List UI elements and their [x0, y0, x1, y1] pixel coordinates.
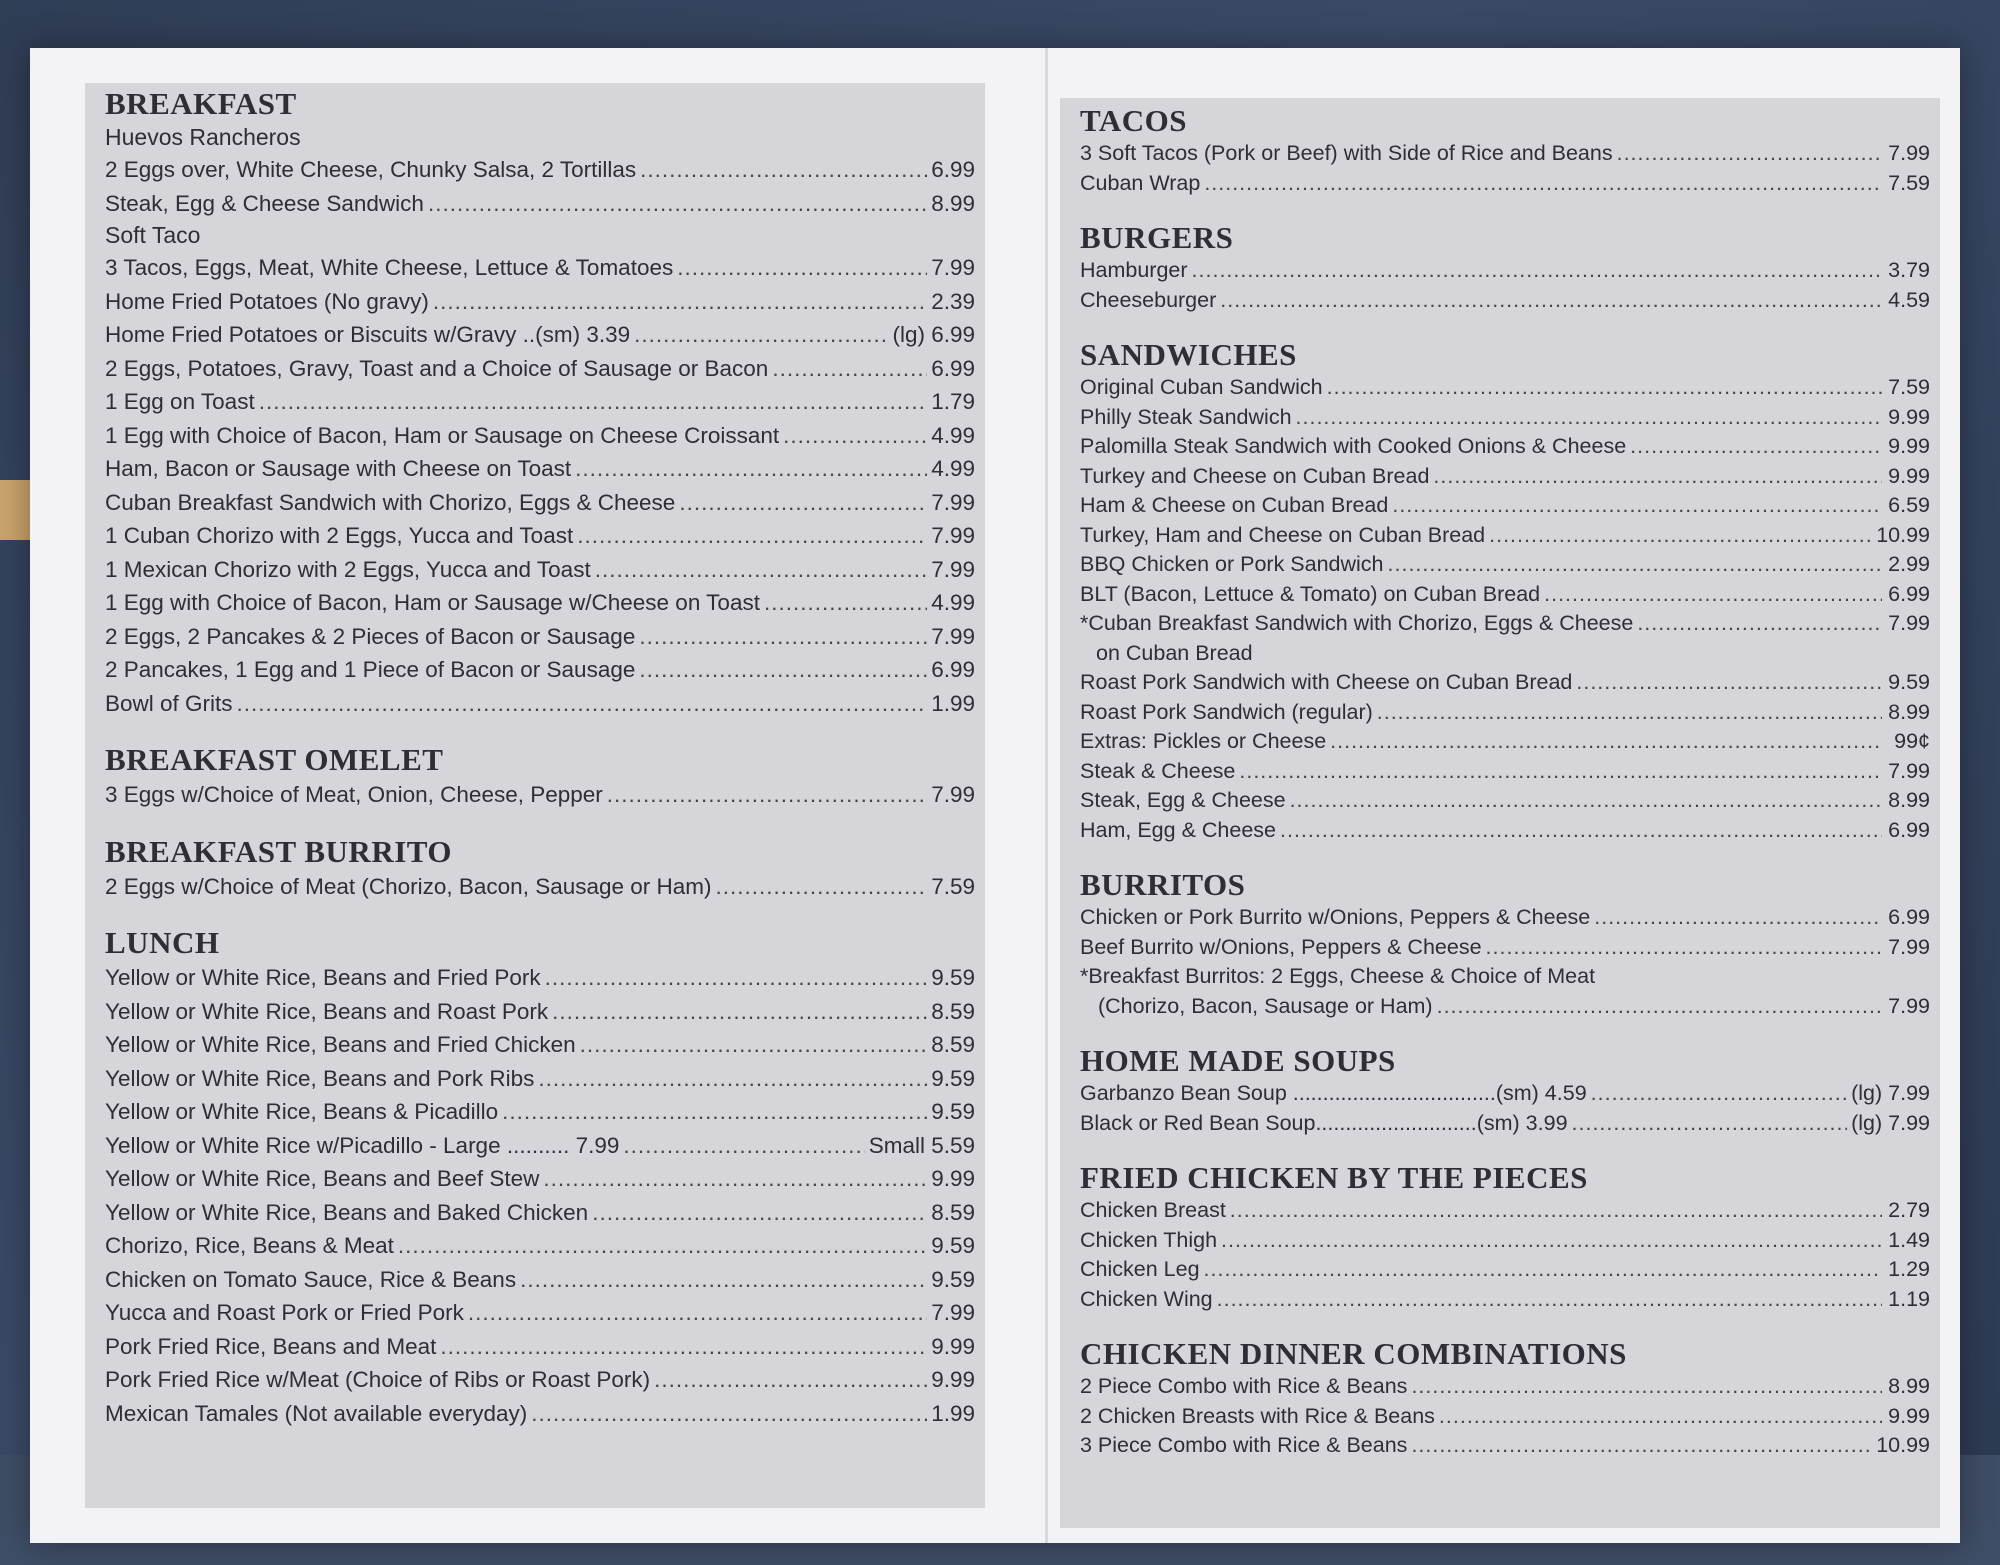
menu-item-name: Chicken Wing [1080, 1286, 1213, 1311]
menu-item [105, 1062, 975, 1096]
dot-leader [538, 1062, 927, 1096]
dot-leader [677, 251, 927, 285]
menu-item-price: 9.99 [931, 1166, 975, 1191]
menu-item-price: 8.99 [1888, 788, 1930, 812]
menu-item-name: Chicken or Pork Burrito w/Onions, Peppers & Cheese [1080, 905, 1591, 929]
menu-item-name: Pork Fried Rice w/Meat (Choice of Ribs or Roast Pork) [105, 1367, 651, 1392]
menu-item-price: 6.99 [931, 157, 975, 182]
menu-item [105, 1263, 975, 1297]
menu-item-price: 8.59 [931, 1199, 975, 1225]
menu-item-price: 7.99 [931, 255, 975, 280]
dot-leader [1230, 1196, 1882, 1226]
menu-item-name: 2 Eggs, 2 Pancakes & 2 Pieces of Bacon or Sausage [105, 623, 636, 649]
menu-item-price: 2.39 [931, 288, 975, 314]
dot-leader [1411, 1431, 1872, 1461]
menu-item-price: 6.99 [931, 657, 975, 682]
menu-item-price: 9.59 [931, 965, 975, 990]
menu-item-price: (lg) 7.99 [1851, 1110, 1930, 1135]
section-heading: HOME MADE SOUPS [1080, 1043, 1396, 1078]
menu-item-price: 4.99 [931, 590, 975, 615]
menu-item [105, 1095, 975, 1129]
menu-item-name: Cheeseburger [1080, 287, 1217, 312]
menu-item-name: Black or Red Bean Soup...........................(sm) 3.99 [1080, 1110, 1568, 1135]
menu-item-price: 7.59 [931, 873, 975, 899]
menu-item-name: Home Fried Potatoes (No gravy) [105, 288, 429, 314]
dot-leader [1330, 727, 1882, 757]
dot-leader [1377, 698, 1882, 728]
menu-item-price: 9.99 [1888, 1403, 1930, 1428]
menu-item [1080, 139, 1930, 169]
dot-leader [640, 153, 927, 187]
menu-item [1080, 786, 1930, 816]
menu-item-price: 7.99 [931, 782, 975, 807]
dot-leader [1239, 757, 1882, 787]
dot-leader [1544, 580, 1882, 610]
menu-item [1080, 1226, 1930, 1256]
menu-item [1080, 727, 1930, 757]
dot-leader [1388, 550, 1882, 580]
dot-leader [772, 352, 927, 386]
menu-item [105, 995, 975, 1029]
section-chicken-dinner-combinations [1080, 1336, 1930, 1461]
section-sandwiches [1080, 337, 1930, 845]
menu-item [105, 1196, 975, 1230]
menu-item [105, 687, 975, 721]
menu-item-name: Pork Fried Rice, Beans and Meat [105, 1333, 437, 1359]
dot-leader [545, 961, 927, 995]
menu-item [105, 1229, 975, 1263]
menu-item [105, 553, 975, 587]
menu-item-name: 1 Cuban Chorizo with 2 Eggs, Yucca and Toast [105, 523, 574, 548]
menu-item-name: Turkey and Cheese on Cuban Bread [1080, 463, 1430, 488]
menu-item-name: Ham, Egg & Cheese [1080, 817, 1276, 842]
menu-item-price: 9.99 [931, 1367, 975, 1392]
menu-item-price: 9.99 [931, 1333, 975, 1359]
menu-item [105, 1397, 975, 1431]
menu-item [105, 1162, 975, 1196]
dot-leader [468, 1296, 927, 1330]
section-home-made-soups [1080, 1043, 1930, 1138]
menu-item-name: Chicken Thigh [1080, 1227, 1218, 1252]
menu-item-price: 6.99 [1888, 905, 1930, 929]
menu-item [105, 1129, 975, 1163]
dot-leader [639, 620, 927, 654]
menu-item [105, 419, 975, 453]
menu-item-price: 1.99 [931, 1400, 975, 1426]
menu-item [105, 187, 975, 221]
menu-item-price: 9.59 [931, 1065, 975, 1091]
menu-item-name: Turkey, Ham and Cheese on Cuban Bread [1080, 522, 1486, 547]
left-menu-column [105, 86, 975, 1452]
menu-item-name: Yellow or White Rice, Beans and Beef Stew [105, 1166, 540, 1191]
menu-item [105, 961, 975, 995]
menu-item-name: BBQ Chicken or Pork Sandwich [1080, 552, 1384, 576]
menu-item-price: 9.99 [1888, 463, 1930, 488]
menu-item-price: 7.99 [1888, 611, 1930, 635]
menu-item-price: 7.99 [1888, 993, 1930, 1018]
menu-item [1080, 1196, 1930, 1226]
menu-item-name: Roast Pork Sandwich with Cheese on Cuban Bread [1080, 670, 1573, 694]
menu-item [1080, 1079, 1930, 1109]
menu-item-price: 99¢ [1894, 729, 1930, 753]
dot-leader [1221, 1226, 1882, 1256]
menu-item-name: (Chorizo, Bacon, Sausage or Ham) [1098, 993, 1433, 1018]
menu-item-price: 10.99 [1876, 522, 1930, 547]
menu-item [1080, 521, 1930, 551]
menu-item-name: BLT (Bacon, Lettuce & Tomato) on Cuban Bread [1080, 581, 1541, 606]
dot-leader [654, 1363, 927, 1397]
dot-leader [1486, 933, 1882, 963]
menu-item-price: 9.99 [1888, 404, 1930, 429]
menu-fold [1045, 48, 1048, 1543]
menu-item [1080, 491, 1930, 521]
dot-leader [580, 1028, 927, 1062]
menu-item [1080, 698, 1930, 728]
menu-item-name: Original Cuban Sandwich [1080, 375, 1323, 399]
menu-item-name: Yellow or White Rice, Beans and Fried Pork [105, 965, 541, 990]
dot-leader [1637, 609, 1882, 639]
menu-item-price: 7.99 [1888, 141, 1930, 165]
menu-item [1080, 432, 1930, 462]
menu-item-price: 7.59 [1888, 375, 1930, 399]
menu-item [105, 1296, 975, 1330]
menu-item-price: Small 5.59 [868, 1132, 975, 1158]
menu-item-name: Yellow or White Rice, Beans & Picadillo [105, 1099, 499, 1124]
menu-item-price: 7.99 [931, 523, 975, 548]
menu-item [105, 352, 975, 386]
menu-item-name: Yellow or White Rice, Beans and Roast Pork [105, 998, 549, 1024]
section-heading: SANDWICHES [1080, 337, 1297, 372]
menu-item-name: Chicken on Tomato Sauce, Rice & Beans [105, 1266, 517, 1292]
dot-leader [1217, 1285, 1882, 1315]
menu-item [105, 318, 975, 352]
menu-item-price: 9.59 [931, 1266, 975, 1292]
dot-leader [595, 553, 927, 587]
right-menu-column [1080, 103, 1930, 1483]
menu-item-name: 1 Mexican Chorizo with 2 Eggs, Yucca and Toast [105, 556, 591, 582]
section-burritos [1080, 867, 1930, 1021]
menu-item-name: 2 Piece Combo with Rice & Beans [1080, 1374, 1408, 1398]
section-heading: BURGERS [1080, 220, 1234, 255]
dot-leader [764, 586, 927, 620]
menu-item-name: Yellow or White Rice, Beans and Pork Ribs [105, 1065, 535, 1091]
dot-leader [1489, 521, 1872, 551]
menu-item-name: *Cuban Breakfast Sandwich with Chorizo, Eggs & Cheese [1080, 611, 1634, 635]
menu-item [1080, 256, 1930, 286]
dot-leader [1327, 373, 1882, 403]
menu-item [1080, 816, 1930, 846]
menu-item [1080, 462, 1930, 492]
dot-leader [428, 187, 927, 221]
menu-item-name: Roast Pork Sandwich (regular) [1080, 699, 1373, 724]
menu-item-name: 3 Eggs w/Choice of Meat, Onion, Cheese, Pepper [105, 782, 603, 807]
menu-item-name: Ham, Bacon or Sausage with Cheese on Toast [105, 456, 572, 481]
menu-item-name: 2 Eggs over, White Cheese, Chunky Salsa, 2 Tortillas [105, 157, 637, 182]
section-tacos [1080, 103, 1930, 198]
menu-item-price: 1.49 [1888, 1227, 1930, 1252]
section-heading: BREAKFAST BURRITO [105, 833, 453, 869]
menu-item-price: 4.59 [1888, 287, 1930, 312]
menu-item-price: (lg) 7.99 [1851, 1081, 1930, 1105]
menu-item [1080, 286, 1930, 316]
menu-item-name: Chicken Leg [1080, 1257, 1200, 1281]
menu-item-name: Garbanzo Bean Soup ..................................(sm) 4.59 [1080, 1081, 1587, 1105]
menu-item-price: 9.59 [931, 1233, 975, 1258]
menu-item-name: Home Fried Potatoes or Biscuits w/Gravy ..(sm) 3.39 [105, 322, 631, 347]
menu-item-name: 2 Pancakes, 1 Egg and 1 Piece of Bacon or Sausage [105, 657, 636, 682]
dot-leader [1630, 432, 1882, 462]
menu-item [105, 1330, 975, 1364]
dot-leader [639, 653, 927, 687]
menu-item-price: 7.99 [931, 489, 975, 515]
section-breakfast-burrito [105, 834, 975, 904]
menu-item-name: Cuban Breakfast Sandwich with Chorizo, Eggs & Cheese [105, 489, 676, 515]
dot-leader [1433, 462, 1882, 492]
dot-leader [1576, 668, 1882, 698]
menu-item [1080, 903, 1930, 933]
dot-leader [783, 419, 927, 453]
menu-item-price: 7.99 [931, 556, 975, 582]
menu-item [105, 486, 975, 520]
menu-item [105, 452, 975, 486]
menu-item-name: 3 Piece Combo with Rice & Beans [1080, 1433, 1408, 1457]
menu-item [1080, 373, 1930, 403]
menu-item-price: 1.99 [931, 690, 975, 716]
menu-item-price: 1.19 [1888, 1286, 1930, 1311]
menu-item-name: 2 Chicken Breasts with Rice & Beans [1080, 1403, 1435, 1428]
menu-item [1080, 1255, 1930, 1285]
menu-item-price: 9.99 [1888, 434, 1930, 458]
menu-item [105, 870, 975, 904]
section-breakfast [105, 86, 975, 720]
menu-item [1080, 609, 1930, 639]
menu-item-note: on Cuban Bread [1096, 640, 1253, 665]
menu-item [1080, 1431, 1930, 1461]
dot-leader [1392, 491, 1882, 521]
menu-item-name: 2 Eggs w/Choice of Meat (Chorizo, Bacon, Sausage or Ham) [105, 873, 712, 899]
dot-leader [1290, 786, 1882, 816]
menu-item [105, 153, 975, 187]
menu-item [1080, 403, 1930, 433]
section-heading: CHICKEN DINNER COMBINATIONS [1080, 1336, 1627, 1371]
dot-leader [592, 1196, 927, 1230]
dot-leader [1437, 992, 1882, 1022]
menu-item-price: 6.59 [1888, 493, 1930, 517]
menu-item-name: Mexican Tamales (Not available everyday) [105, 1400, 528, 1426]
section-burgers [1080, 220, 1930, 315]
dot-leader [716, 870, 927, 904]
section-heading: LUNCH [105, 925, 220, 960]
dot-leader [1591, 1079, 1847, 1109]
menu-item [105, 385, 975, 419]
menu-item-note: *Breakfast Burritos: 2 Eggs, Cheese & Choice of Meat [1080, 964, 1596, 988]
dot-leader [634, 318, 888, 352]
menu-item-name: Steak, Egg & Cheese [1080, 788, 1286, 812]
menu-item [105, 653, 975, 687]
dot-leader [1296, 403, 1882, 433]
menu-item [105, 251, 975, 285]
menu-item-price: 10.99 [1876, 1433, 1930, 1457]
section-fried-chicken-by-the-pieces [1080, 1160, 1930, 1314]
dot-leader [1204, 1255, 1882, 1285]
menu-item-price: 2.79 [1888, 1198, 1930, 1222]
dot-leader [1411, 1372, 1882, 1402]
menu-item [1080, 1372, 1930, 1402]
menu-item-price: 8.99 [1888, 699, 1930, 724]
menu-item-name: Hamburger [1080, 258, 1188, 282]
menu-item [1080, 1402, 1930, 1432]
menu-item-name: Palomilla Steak Sandwich with Cooked Onions & Cheese [1080, 434, 1627, 458]
menu-item [1080, 169, 1930, 199]
dot-leader [237, 687, 927, 721]
dot-leader [520, 1263, 927, 1297]
section-heading: BREAKFAST [105, 86, 297, 121]
menu-item-price: 4.99 [931, 456, 975, 481]
menu-item-price: 4.99 [931, 422, 975, 448]
menu-item-name: Chicken Breast [1080, 1198, 1226, 1222]
menu-item-price: 7.99 [931, 623, 975, 649]
dot-leader [502, 1095, 927, 1129]
menu-item [105, 586, 975, 620]
menu-item-price: 9.59 [931, 1099, 975, 1124]
menu-item [105, 1028, 975, 1062]
menu-item-name: Beef Burrito w/Onions, Peppers & Cheese [1080, 934, 1482, 959]
menu-item-price: 9.59 [1888, 670, 1930, 694]
menu-item-price: 7.59 [1888, 170, 1930, 195]
dot-leader [679, 486, 927, 520]
menu-item [1080, 550, 1930, 580]
menu-item-name: Ham & Cheese on Cuban Bread [1080, 493, 1389, 517]
menu-item [105, 285, 975, 319]
menu-item-name: 3 Tacos, Eggs, Meat, White Cheese, Lettuce & Tomatoes [105, 255, 674, 280]
menu-subheading: Soft Taco [105, 222, 201, 248]
menu-item-price: 8.99 [931, 190, 975, 216]
menu-item-name: Philly Steak Sandwich [1080, 404, 1292, 429]
menu-item [1080, 1285, 1930, 1315]
menu-item-name: Yellow or White Rice, Beans and Fried Chicken [105, 1032, 576, 1057]
menu-item-price: 6.99 [931, 355, 975, 381]
dot-leader [575, 452, 927, 486]
dot-leader [531, 1397, 927, 1431]
menu-item-price: 7.99 [1888, 758, 1930, 783]
menu-item [1080, 668, 1930, 698]
menu-item-name: Cuban Wrap [1080, 170, 1201, 195]
menu-item-price: 3.79 [1888, 258, 1930, 282]
dot-leader [1280, 816, 1882, 846]
menu-subheading: Huevos Rancheros [105, 124, 301, 150]
dot-leader [1204, 169, 1882, 199]
section-heading: BURRITOS [1080, 867, 1246, 902]
dot-leader [1617, 139, 1882, 169]
menu-item-price: 6.99 [1888, 817, 1930, 842]
menu-item-price: 1.29 [1888, 1257, 1930, 1281]
menu-item [105, 1363, 975, 1397]
menu-item-name: Yellow or White Rice, Beans and Baked Chicken [105, 1199, 589, 1225]
dot-leader [398, 1229, 927, 1263]
dot-leader [433, 285, 927, 319]
menu-item-price: 6.99 [1888, 581, 1930, 606]
menu-item-name: 2 Eggs, Potatoes, Gravy, Toast and a Choice of Sausage or Bacon [105, 355, 769, 381]
section-lunch [105, 925, 975, 1430]
menu-item-price: 8.99 [1888, 1374, 1930, 1398]
section-heading: TACOS [1080, 103, 1188, 138]
dot-leader [1439, 1402, 1882, 1432]
menu-item-name: 1 Egg with Choice of Bacon, Ham or Sausage on Cheese Croissant [105, 422, 780, 448]
menu-sheet [30, 48, 1960, 1543]
dot-leader [623, 1129, 864, 1163]
menu-item-name: Yucca and Roast Pork or Fried Pork [105, 1300, 464, 1325]
menu-item-name: 1 Egg on Toast [105, 389, 255, 414]
menu-item [1080, 1109, 1930, 1139]
dot-leader [259, 385, 927, 419]
menu-item-name: Extras: Pickles or Cheese [1080, 729, 1327, 753]
menu-item-name: Chorizo, Rice, Beans & Meat [105, 1233, 394, 1258]
section-heading: FRIED CHICKEN BY THE PIECES [1080, 1160, 1588, 1195]
menu-item [1080, 992, 1930, 1022]
menu-item-name: Steak & Cheese [1080, 758, 1236, 783]
menu-item-name: Yellow or White Rice w/Picadillo - Large .......... 7.99 [105, 1132, 620, 1158]
dot-leader [1192, 256, 1882, 286]
menu-item-name: 1 Egg with Choice of Bacon, Ham or Sausage w/Cheese on Toast [105, 590, 760, 615]
menu-item [1080, 757, 1930, 787]
menu-item [1080, 580, 1930, 610]
menu-item-price: 8.59 [931, 1032, 975, 1057]
menu-item-price: 7.99 [931, 1300, 975, 1325]
menu-item-name: 3 Soft Tacos (Pork or Beef) with Side of Rice and Beans [1080, 141, 1613, 165]
dot-leader [1594, 903, 1882, 933]
dot-leader [607, 778, 927, 812]
section-heading: BREAKFAST OMELET [105, 742, 444, 777]
menu-item [105, 620, 975, 654]
menu-item-price: (lg) 6.99 [892, 322, 975, 347]
section-breakfast-omelet [105, 742, 975, 812]
menu-item-name: Steak, Egg & Cheese Sandwich [105, 190, 424, 216]
menu-item [105, 778, 975, 812]
dot-leader [543, 1162, 927, 1196]
menu-item-price: 2.99 [1888, 552, 1930, 576]
dot-leader [1220, 286, 1882, 316]
menu-item-price: 1.79 [931, 389, 975, 414]
menu-item-name: Bowl of Grits [105, 690, 233, 716]
menu-item-price: 7.99 [1888, 934, 1930, 959]
dot-leader [440, 1330, 927, 1364]
dot-leader [577, 519, 927, 553]
dot-leader [552, 995, 927, 1029]
dot-leader [1572, 1109, 1848, 1139]
menu-item [105, 519, 975, 553]
menu-item-price: 8.59 [931, 998, 975, 1024]
menu-item [1080, 933, 1930, 963]
